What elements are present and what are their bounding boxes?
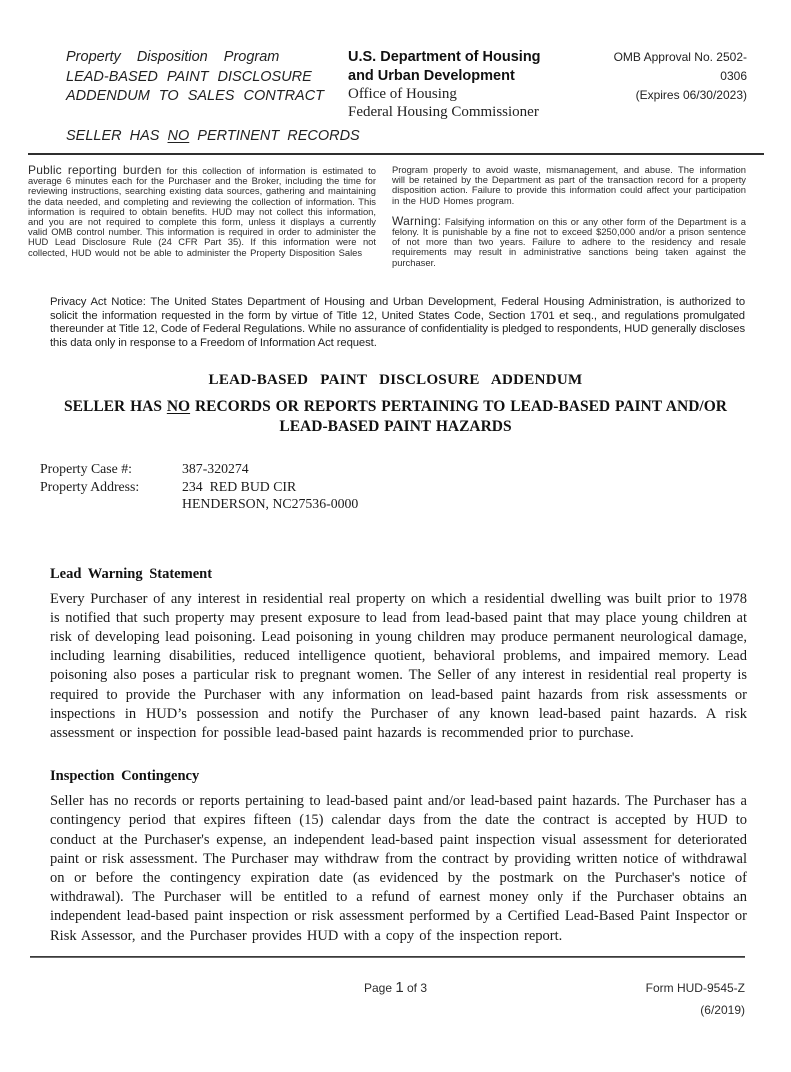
inspection-contingency-heading: Inspection Contingency (50, 768, 200, 785)
office-line-1: Office of Housing (348, 86, 457, 102)
subtitle-line-2: LEAD-BASED PAINT HAZARDS (279, 417, 512, 435)
document-subtitle (40, 397, 751, 436)
seller-line-no-underlined: NO (167, 128, 190, 144)
property-case-label: Property Case #: (40, 461, 132, 477)
property-case-row (40, 460, 791, 478)
subtitle-prefix: SELLER HAS (64, 398, 167, 416)
form-header (66, 48, 751, 121)
seller-line-prefix: SELLER HAS (66, 128, 168, 144)
property-address-line-2: HENDERSON, NC27536-0000 (182, 496, 359, 512)
lead-warning-heading: Lead Warning Statement (50, 565, 213, 582)
document-page (0, 48, 791, 1072)
lead-warning-body: Every Purchaser of any interest in residential real property on which a residential dwelling was built prior to 1978 is notified that such property may present exposure to lead from lead-based paint that may place young children at risk of developing lead poisoning. Lead poisoning in young children may produce permanent neurological damage, including learning disabilities, reduced intelligence quotient, behavioral problems, and impaired memory. Lead poisoning also poses a particular risk to pregnant women. The Seller of any interest in residential real property is required to provide the Purchaser with any information on lead-based paint hazards from risk assessments or inspections in HUD’s possession and notify the Purchaser of any known lead-based paint hazards. A risk assessment or inspection for possible lead-based paint hazards is recommended prior to purchase. (50, 590, 747, 741)
document-title: LEAD-BASED PAINT DISCLOSURE ADDENDUM (208, 372, 583, 389)
subtitle-suffix: RECORDS OR REPORTS PERTAINING TO LEAD-BASED PAINT AND/OR (190, 398, 727, 416)
property-address-label: Property Address: (40, 478, 140, 494)
burden-lead-in: Public reporting burden (28, 163, 162, 177)
property-info-block (40, 460, 791, 513)
property-address-line-1: 234 RED BUD CIR (182, 478, 297, 494)
reporting-burden-section (28, 165, 746, 268)
property-address-row (40, 478, 791, 496)
page-suffix: of 3 (403, 980, 428, 995)
seller-no-pertinent-records-line (66, 128, 791, 144)
property-case-value: 387-320274 (182, 461, 249, 477)
page-prefix: Page (363, 980, 396, 995)
header-divider-rule (28, 153, 764, 155)
program-title-block (66, 48, 348, 121)
privacy-act-notice: Privacy Act Notice: The United States Department of Housing and Urban Development, Federal Housing Administration, is authorized to solicit the information requested in the form by virtue of Title 12, United States Code, Section 1701 et seq., and regulations promulgated thereunder at Title 12, Code of Federal Regulations. While no assurance of confidentiality is pledged to respondents, HUD generally discloses this data only in response to a Freedom of Information Act request. (50, 295, 745, 350)
property-address-row-2 (40, 495, 791, 513)
warning-paragraph (392, 213, 746, 268)
omb-approval-number: OMB Approval No. 2502-0306 (613, 50, 747, 83)
burden-left-text: for this collection of information is estimated to average 6 minutes each for the Purchaser and the Broker, including the time for reviewing instructions, searching existing data sources, gathering and maintaining the data needed, and completing and reviewing the collection of information. This information is required to obtain benefits. HUD may not collect this information, and you are not required to complete this form, unless it displays a currently valid OMB control number. This information is required in order to administer the HUD Lead Disclosure Rule (24 CFR Part 35). If this information were not collected, HUD would not be able to administer the Property Disposition Sales (28, 165, 376, 258)
inspection-contingency-body: Seller has no records or reports pertaining to lead-based paint and/or lead-based paint hazards. The Purchaser has a contingency period that expires fifteen (15) calendar days from the date the contract is accepted by HUD to conduct at the Purchaser's expense, an independent lead-based paint inspection visual assessment for deteriorated paint or risk assessment. The Purchaser may withdraw from the contract by providing written notice of withdrawal on or before the contingency expiration date (as evidenced by the postmark on the Purchaser's notice of withdrawal). The Purchaser will be entitled to a refund of earnest money only if the Purchaser obtains an independent lead-based paint inspection or risk assessment performed by a Certified Lead-Based Paint Inspector or Risk Assessor, and the Purchaser provides HUD with a copy of the inspection report. (50, 793, 747, 944)
burden-left-column (28, 165, 376, 268)
footer-divider-rule (30, 956, 745, 958)
office-line-2: Federal Housing Commissioner (348, 103, 539, 120)
form-number: Form HUD-9545-Z (645, 980, 745, 995)
omb-approval-block (588, 48, 751, 121)
department-line-1: U.S. Department of Housing (348, 49, 541, 65)
program-line-1: Property Disposition Program (66, 49, 280, 65)
property-address-label-spacer (40, 495, 182, 513)
burden-right-paragraph: Program properly to avoid waste, mismanagement, and abuse. The information will be retained by the Department as part of the transaction record for a property disposition action. Failure to provide this information could affect your participation in the HUD Homes program. (392, 164, 746, 206)
warning-label: Warning: (392, 213, 442, 228)
form-date: (6/2019) (700, 1002, 745, 1017)
subtitle-no-underlined: NO (166, 398, 191, 416)
page-number: 1 (395, 978, 404, 996)
program-line-3: ADDENDUM TO SALES CONTRACT (66, 88, 325, 104)
warning-text: Falsifying information on this or any other form of the Department is a felony. It is punishable by a fine not to exceed $250,000 and/or a prison sentence of not more than two years. Failure to adhere to the residency and resale requirements may result in administrative sanctions being taken against the purchaser. (392, 215, 746, 268)
program-line-2: LEAD-BASED PAINT DISCLOSURE (66, 68, 312, 85)
omb-expiration: (Expires 06/30/2023) (635, 88, 747, 102)
department-block (348, 48, 588, 121)
burden-right-column (392, 165, 746, 268)
department-line-2: and Urban Development (348, 68, 515, 84)
seller-line-suffix: PERTINENT RECORDS (189, 128, 360, 144)
form-id-block (646, 977, 745, 1021)
